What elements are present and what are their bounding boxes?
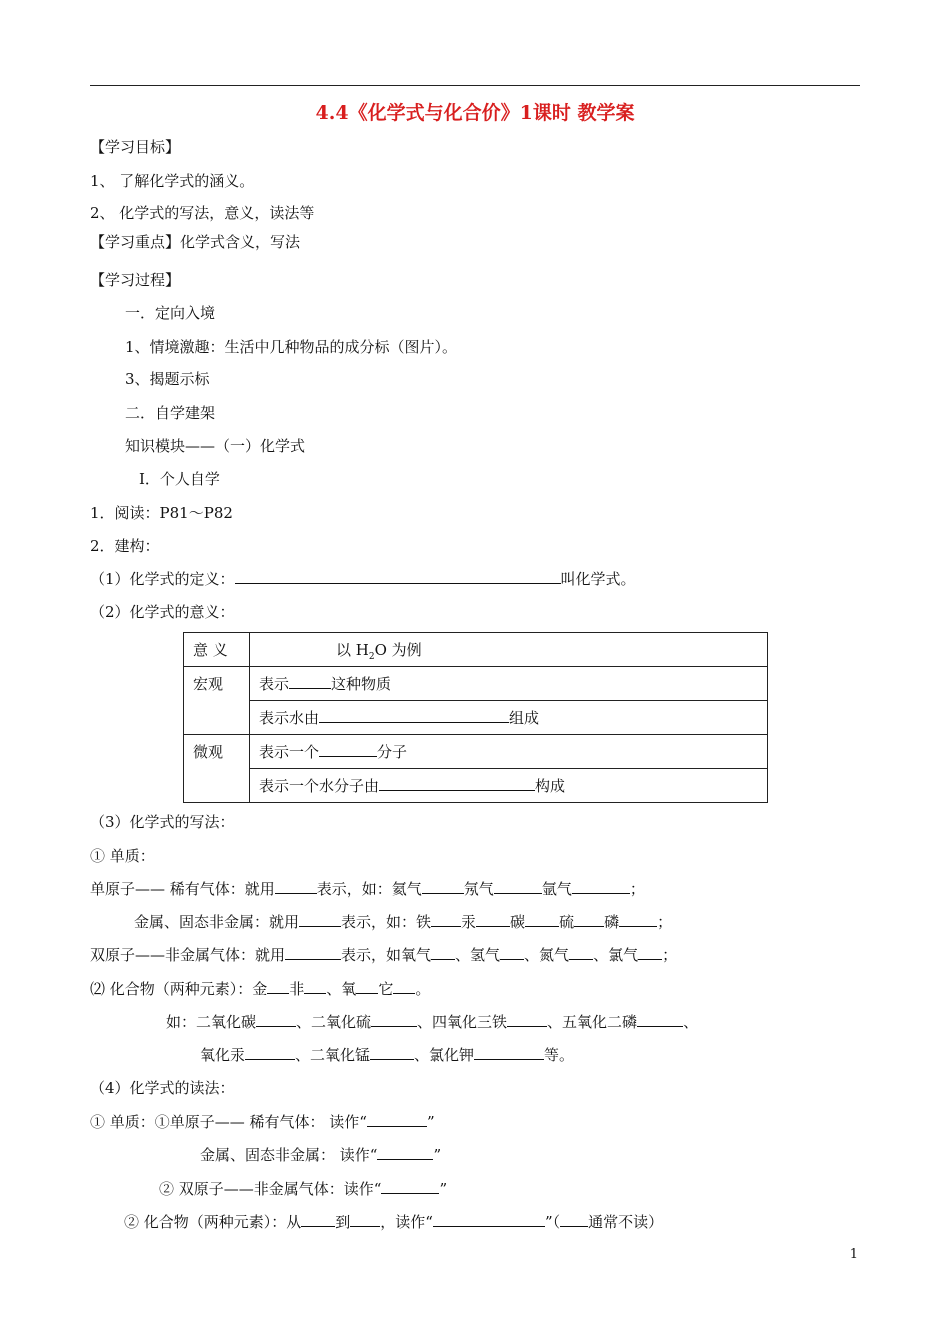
goals-heading: 【学习目标】 xyxy=(90,138,181,156)
section-2: 二．自学建架 xyxy=(125,404,216,422)
write-simple: ① 单质： xyxy=(90,847,155,865)
table-row: 表示 这种物质 xyxy=(250,667,768,701)
goal-2: 2、 化学式的写法，意义，读法等 xyxy=(90,204,315,222)
goal-1: 1、 了解化学式的涵义。 xyxy=(90,172,255,190)
self-study: Ⅰ．个人自学 xyxy=(139,470,220,488)
table-macro: 宏观 xyxy=(184,667,250,735)
focus-line: 【学习重点】化学式含义，写法 xyxy=(90,233,301,251)
read-line-4: ② 化合物（两种元素）：从 到 ，读作“ ”（ 通常不读） xyxy=(124,1213,664,1231)
process-heading: 【学习过程】 xyxy=(90,271,181,289)
write-line-5: 如：二氧化碳 、二氧化硫 、四氧化三铁 、五氧化二磷 、 xyxy=(166,1013,699,1031)
knowledge-module: 知识模块——（一）化学式 xyxy=(125,437,306,455)
section-1: 一．定向入境 xyxy=(125,304,216,322)
table-header-example: 以 $H_2O$ 为例 xyxy=(250,633,768,667)
write-heading: （3）化学式的写法： xyxy=(90,813,235,831)
header-rule xyxy=(90,85,860,86)
section-1-item-3: 3、揭题示标 xyxy=(125,370,210,388)
table-header-meaning: 意 义 xyxy=(184,633,250,667)
write-line-2: 金属、固态非金属：就用 表示，如：铁 汞 碳 硫 磷 ； xyxy=(134,913,673,931)
read-line: 1．阅读：P81～P82 xyxy=(90,504,233,522)
read-line-3: ② 双原子——非金属气体：读作“ ” xyxy=(159,1180,448,1198)
meaning-table xyxy=(183,632,768,803)
write-line-3: 双原子——非金属气体：就用 表示，如氧气 、氢气 、氮气 、氯气 ； xyxy=(90,946,678,964)
definition-line: （1）化学式的定义： 叫化学式。 xyxy=(90,570,636,588)
table-row: 表示一个水分子由 构成 xyxy=(250,769,768,803)
read-heading: （4）化学式的读法： xyxy=(90,1079,235,1097)
document-title: 4.4《化学式与化合价》1课时 教学案 xyxy=(315,102,635,124)
build-line: 2．建构： xyxy=(90,537,160,555)
blank[interactable] xyxy=(235,569,561,584)
table-micro: 微观 xyxy=(184,735,250,803)
page-number: 1 xyxy=(849,1247,858,1262)
write-line-4: ⑵ 化合物（两种元素）：金 非 、氧 它 。 xyxy=(90,980,431,998)
write-line-6: 氧化汞 、二氧化锰 、氯化钾 等。 xyxy=(200,1046,575,1064)
section-1-item-1: 1、情境激趣：生活中几种物品的成分标（图片）。 xyxy=(125,338,458,356)
write-line-1: 单原子—— 稀有气体：就用 表示，如：氦气 氖气 氩气 ； xyxy=(90,880,645,898)
table-row: 表示水由 组成 xyxy=(250,701,768,735)
read-line-2: 金属、固态非金属： 读作“ ” xyxy=(200,1146,442,1164)
meaning-heading: （2）化学式的意义： xyxy=(90,603,235,621)
read-line-1: ① 单质：①单原子—— 稀有气体： 读作“ ” xyxy=(90,1113,435,1131)
table-row: 表示一个 分子 xyxy=(250,735,768,769)
